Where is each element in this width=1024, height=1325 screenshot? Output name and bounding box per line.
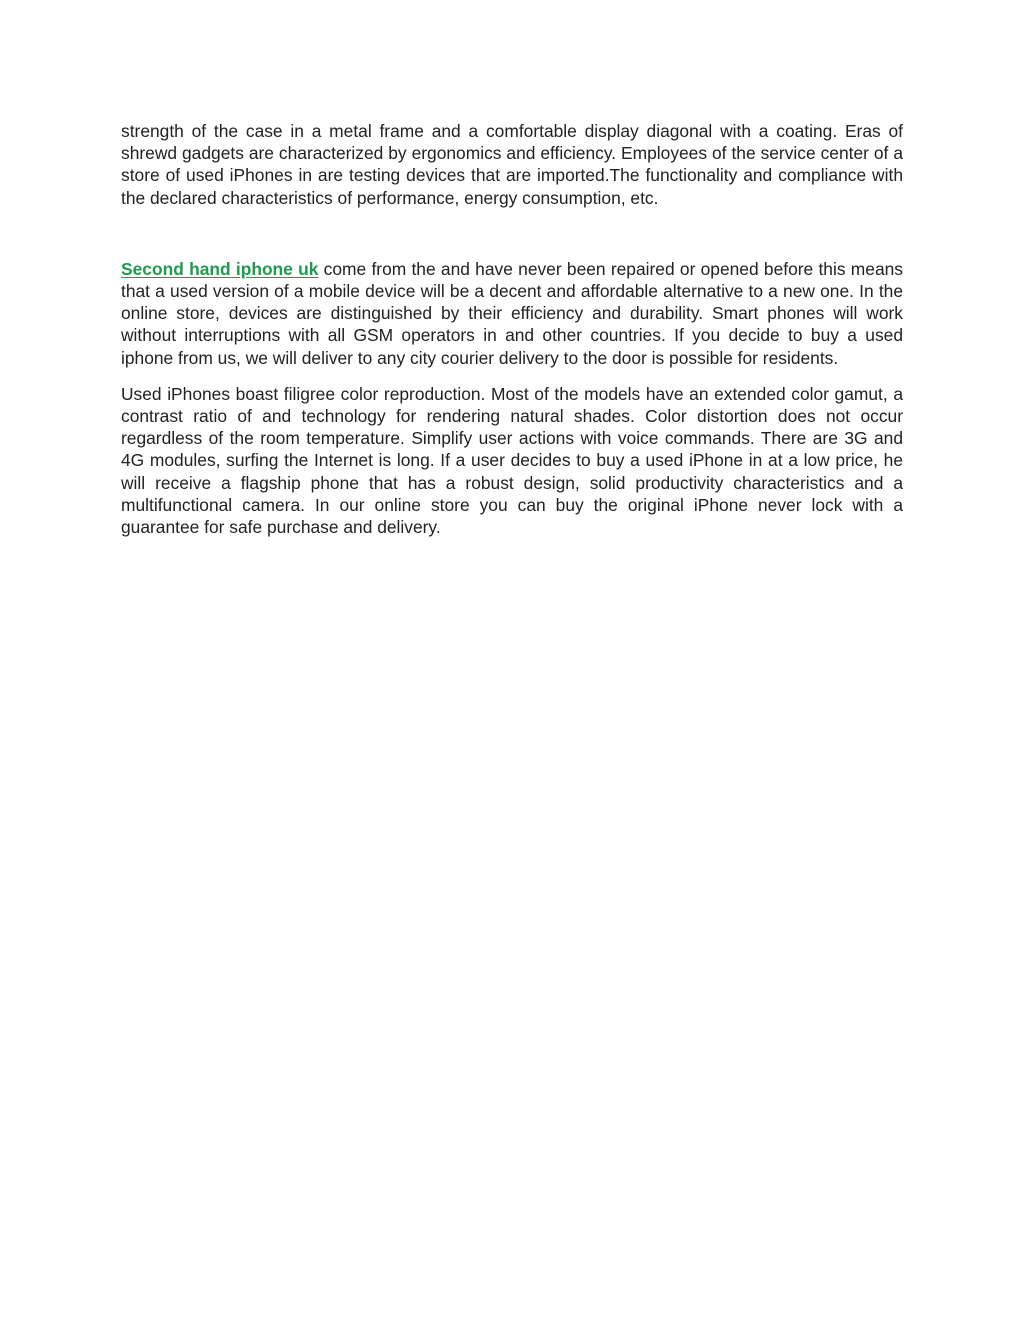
paragraph-case-strength: strength of the case in a metal frame and a comfortable display diagonal with a coating. Eras of shrewd gadgets are characterized by ergonomics and efficiency. Employees of the service center of a store of used iPhones in are testing devices that are imported.The functionality and compliance with the declared characteristics of performance, energy consumption, etc. xyxy=(121,121,903,208)
document-body xyxy=(121,120,903,538)
paragraph-second-hand-text: come from the and have never been repaired or opened before this means that a used version of a mobile device will be a decent and affordable alternative to a new one. In the online store, devices are distinguished by their efficiency and durability. Smart phones will work without interruptions with all GSM operators in and other countries. If you decide to buy a used iphone from us, we will deliver to any city courier delivery to the door is possible for residents. xyxy=(121,258,903,368)
paragraph-second-hand xyxy=(121,258,903,369)
paragraph-color-reproduction: Used iPhones boast filigree color reproduction. Most of the models have an extended color gamut, a contrast ratio of and technology for rendering natural shades. Color distortion does not occur regardless of the room temperature. Simplify user actions with voice commands. There are 3G and 4G modules, surfing the Internet is long. If a user decides to buy a used iPhone in at a low price, he will receive a flagship phone that has a robust design, solid productivity characteristics and a multifunctional camera. In our online store you can buy the original iPhone never lock with a guarantee for safe purchase and delivery. xyxy=(121,383,903,538)
second-hand-iphone-link[interactable]: Second hand iphone uk xyxy=(121,258,319,279)
